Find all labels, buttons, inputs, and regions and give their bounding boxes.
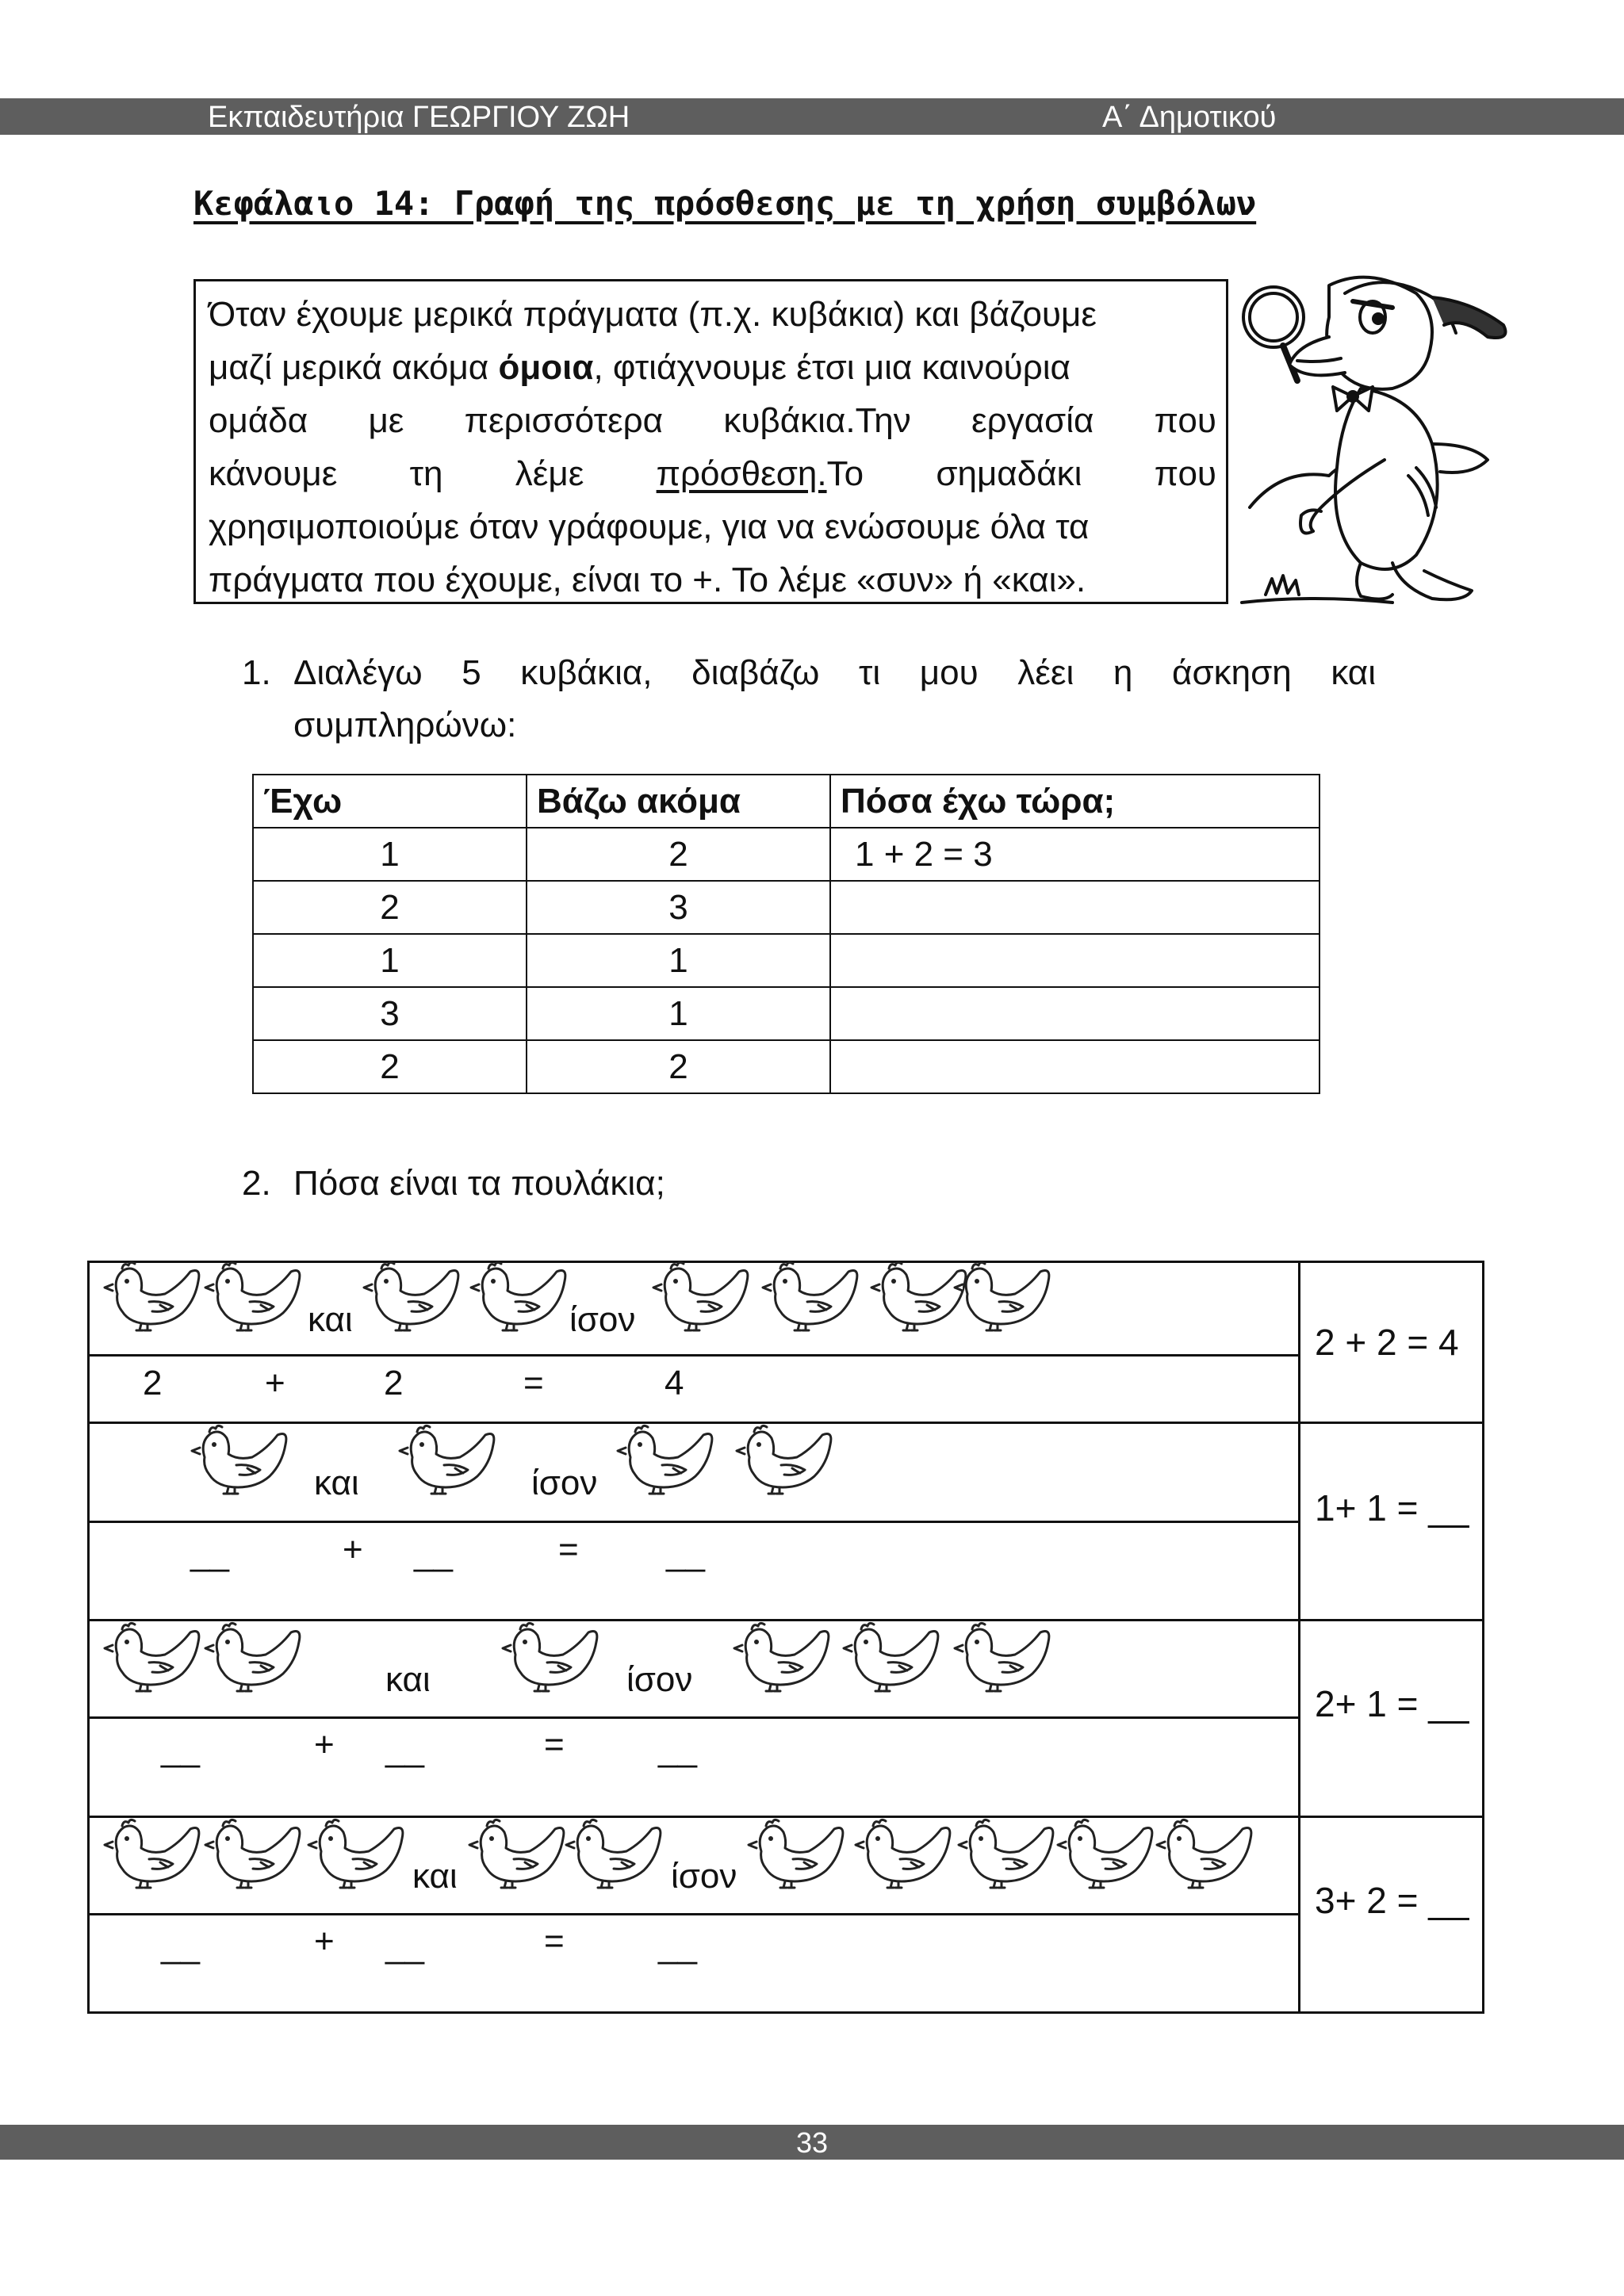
- chick-icon: [1055, 1818, 1159, 1897]
- cubes-table: [252, 774, 1320, 1094]
- chick-icon: [615, 1424, 719, 1503]
- answer-cell[interactable]: 1+ 1 = __: [1315, 1487, 1469, 1529]
- answer-cell[interactable]: [830, 881, 1320, 934]
- intro-line-5: χρησιμοποιούμε όταν γράφουμε, για να ενώσουμε όλα τα: [209, 507, 1090, 546]
- chick-icon: [733, 1424, 838, 1503]
- col-header-add: Βάζω ακόμα: [527, 775, 830, 828]
- intro-line-3: ομάδα με περισσότερα κυβάκια.Την εργασία που: [209, 401, 1216, 440]
- table-row: 1 1: [253, 934, 1320, 987]
- blank[interactable]: __: [658, 1927, 697, 1965]
- and-word: και: [385, 1660, 431, 1699]
- exercise-2-number: 2.: [242, 1164, 271, 1203]
- chick-icon: [841, 1621, 945, 1701]
- table-divider: [1298, 1261, 1300, 2014]
- emphasis-word: όμοια: [498, 348, 594, 387]
- chick-icon: [745, 1818, 850, 1897]
- blank[interactable]: __: [658, 1730, 697, 1769]
- chick-icon: [466, 1818, 571, 1897]
- intro-line-1: Όταν έχουμε μερικά πράγματα (π.χ. κυβάκια) και βάζουμε: [209, 295, 1097, 334]
- chick-icon: [956, 1818, 1060, 1897]
- blank[interactable]: __: [414, 1534, 453, 1573]
- intro-box: [193, 279, 1228, 604]
- chick-icon: [500, 1621, 604, 1701]
- chick-icon: [189, 1424, 293, 1503]
- intro-line-2: μαζί μερικά ακόμα όμοια, φτιάχνουμε έτσι μια καινούρια: [209, 348, 1071, 387]
- page-number: 33: [795, 2126, 829, 2159]
- blank[interactable]: __: [666, 1534, 705, 1573]
- chick-icon: [396, 1424, 501, 1503]
- answer-cell: 2 + 2 = 4: [1315, 1322, 1459, 1363]
- chick-icon: [305, 1818, 410, 1897]
- intro-line-4: κάνουμε τη λέμε πρόσθεση.Το σημαδάκι που: [209, 454, 1216, 493]
- chapter-title: Κεφάλαιο 14: Γραφή της πρόσθεσης με τη χρήση συμβόλων: [193, 184, 1257, 223]
- answer-cell[interactable]: 2+ 1 = __: [1315, 1683, 1469, 1724]
- chick-icon: [102, 1261, 206, 1340]
- blank[interactable]: __: [161, 1730, 200, 1769]
- chick-icon: [202, 1261, 307, 1340]
- intro-line-6: πράγματα που έχουμε, είναι το +. Το λέμε «συν» ή «και».: [209, 561, 1086, 599]
- and-word: και: [314, 1464, 359, 1502]
- chick-icon: [563, 1818, 668, 1897]
- exercise-2-instructions: 2. Πόσα είναι τα πουλάκια;: [242, 1158, 665, 1210]
- chick-icon: [952, 1621, 1056, 1701]
- chick-icon: [952, 1261, 1056, 1340]
- chick-icon: [760, 1261, 864, 1340]
- chick-icon: [102, 1818, 206, 1897]
- answer-cell[interactable]: [830, 987, 1320, 1040]
- col-header-have: Έχω: [253, 775, 527, 828]
- chick-icon: [202, 1818, 307, 1897]
- school-name: Εκπαιδευτήρια ΓΕΩΡΓΙΟΥ ΖΩΗ: [208, 101, 630, 134]
- equals-word: ίσον: [671, 1857, 737, 1896]
- and-word: και: [412, 1857, 458, 1896]
- exercise-1-instructions: 1. Διαλέγω 5 κυβάκια, διαβάζω τι μου λέει η άσκηση και συμπληρώνω:: [242, 647, 1376, 752]
- chick-icon: [361, 1261, 465, 1340]
- chick-icon: [1154, 1818, 1258, 1897]
- table-row: 1 2 1 + 2 = 3: [253, 828, 1320, 881]
- blank[interactable]: __: [385, 1927, 424, 1965]
- chick-icon: [731, 1621, 836, 1701]
- col-header-total: Πόσα έχω τώρα;: [830, 775, 1320, 828]
- chick-icon: [650, 1261, 755, 1340]
- answer-cell[interactable]: [830, 1040, 1320, 1093]
- blank[interactable]: __: [161, 1927, 200, 1965]
- table-row: 2 3: [253, 881, 1320, 934]
- equals-word: ίσον: [626, 1660, 693, 1699]
- table-row: 3 1: [253, 987, 1320, 1040]
- table-row: 2 2: [253, 1040, 1320, 1093]
- grade-label: Α΄ Δημοτικού: [1102, 101, 1277, 134]
- equals-word: ίσον: [531, 1464, 598, 1502]
- blank[interactable]: __: [190, 1534, 229, 1573]
- addition-term: πρόσθεση.: [656, 454, 827, 493]
- answer-cell: 1 + 2 = 3: [830, 828, 1320, 881]
- chick-icon: [102, 1621, 206, 1701]
- and-word: και: [308, 1300, 353, 1339]
- equals-word: ίσον: [569, 1300, 636, 1339]
- blank[interactable]: __: [385, 1730, 424, 1769]
- exercise-1-number: 1.: [242, 653, 271, 692]
- answer-cell[interactable]: [830, 934, 1320, 987]
- answer-cell[interactable]: 3+ 2 = __: [1315, 1880, 1469, 1921]
- chick-icon: [202, 1621, 307, 1701]
- duck-with-magnifier-illustration: [1234, 270, 1519, 618]
- chick-icon: [852, 1818, 957, 1897]
- chick-icon: [468, 1261, 573, 1340]
- table-header-row: [253, 775, 1320, 828]
